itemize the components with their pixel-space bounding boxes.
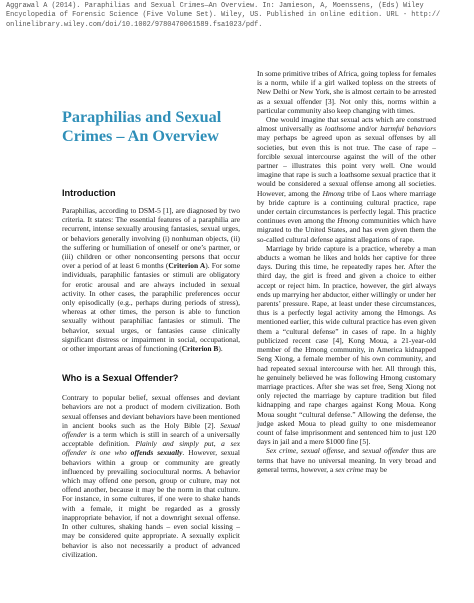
citation-header (6, 2, 468, 30)
sexual-offender-heading: Who is a Sexual Offender? (62, 373, 179, 384)
article-title-line-2: Crimes – An Overview (62, 126, 219, 145)
right-column (257, 69, 436, 474)
sex-crime-definition-paragraph: Sex crime, sexual offense, and sexual offender thus are terms that have no universal meaning. In very broad and general terms, however, a sex crime may be (257, 446, 436, 474)
rape-cultural-paragraph: One would imagine that sexual acts which are construed almost universally as loathsome and/or harmful behaviors may perhaps be agreed upon as sexual offenses by all societies, but even this is not true. The case of rape – forcible sexual intercourse against the will of the other partner – illustrates this point very well. One would imagine that rape is such a loathsome sexual practice that it would be considered a sexual offense among all societies. However, among the Hmong tribe of Laos where marriage by bride capture is a continuing cultural practice, rape under certain circumstances is perfectly legal. This practice continues even among the Hmong communities which have migrated to the United States, and has even given them the so-called cultural defense against allegations of rape. (257, 115, 437, 244)
primitive-tribes-paragraph: In some primitive tribes of Africa, going topless for females is a norm, while if a girl walked topless on the streets of New Delhi or New York, she is almost certain to be arrested as a sexual offender [3]. Not only this, norms within a particular community also keep changing with times. (257, 69, 436, 115)
citation-line-2: Encyclopedia of Forensic Science (Five Volume Set). Wiley, US. Published in online edition. URL - http:// (6, 11, 441, 20)
citation-line-3: onlinelibrary.wiley.com/doi/10.1002/9780470061589.fsa1023/pdf. (6, 20, 263, 29)
article-title (62, 108, 240, 145)
criterion-b-label: Criterion B (181, 344, 219, 354)
introduction-paragraph: Paraphilias, according to DSM-5 [1], are diagnosed by two criteria. It states: The essential features of a paraphilia are recurrent, intense sexually arousing fantasies, sexual urges, or behaviors generally involving (i) nonhuman objects, (ii) the suffering or humiliation of oneself or one’s partner, or (iii) children or other nonconsenting persons that occur over a period of at least 6 months (Criterion A). For some individuals, paraphilic fantasies or stimuli are obligatory for erotic arousal and are always included in sexual activity. In other cases, the paraphilic preferences occur only episodically (e.g., perhaps during periods of stress), whereas at other times, the person is able to function sexually without paraphiliac fantasies or stimuli. The behavior, sexual urges, or fantasies cause clinically significant distress or impairment in social, occupational, or other important areas of functioning (Criterion B). (62, 206, 241, 354)
bride-capture-paragraph: Marriage by bride capture is a practice, whereby a man abducts a woman he likes and holds her captive for three days. During this time, he repeatedly rapes her. After the third day, the girl is freed and given a choice to either accept or reject him. In practice, however, the girl always ends up marrying her abductor, either willingly or under her parents’ pressure. Rape, at least under these circumstances, thus is a perfectly legal activity among the Hmongs. As mentioned earlier, this wide cultural practice has even given them a “cultural defense” in cases of rape. In a highly publicized recent case [4], Kong Moua, a 21-year-old member of the Hmong community, in America kidnapped Seng Xiong, a female member of his own community, and had repeated sexual intercourse with her. All through this, he genuinely believed he was following Hmong customary marriage practices. After she was set free, Seng Xiong not only rejected the marriage by capture tradition but filed kidnapping and rape charges against Kong Moua. Kong Moua sought “cultural defense.” Allowing the defense, the judge asked Moua to plead guilty to one misdemeanor count of false imprisonment and sentenced him to just 120 days in jail and a mere $1000 fine [5]. (257, 243, 436, 447)
sexual-offender-paragraph: Contrary to popular belief, sexual offenses and deviant behaviors are not a product of modern civilization. Both sexual offenses and deviant behaviors have been mentioned in ancient books such as the Holy Bible [2]. Sexual offender is a term which is still in search of a universally acceptable definition. Plainly and simply put, a sex offender is one who offends sexually. However, sexual behaviors within a group or community are greatly influenced by prevailing sociocultural norms. A behavior which may offend one person, group or culture, may not offend another, because it may be the norm in that culture. For instance, in some cultures, if one were to shake hands with a female, it might be regarded as a grossly inappropriate behavior, if not a downright sexual offense. In other cultures, shaking hands – even social kissing – may be considered quite appropriate. A sexually explicit behavior is also not necessarily a product of advanced civilization. (62, 393, 240, 559)
criterion-a-label: Criterion A (168, 261, 206, 271)
introduction-heading: Introduction (62, 188, 116, 198)
left-column (62, 69, 240, 559)
citation-line-1: Aggrawal A (2014). Paraphilias and Sexual Crimes—An Overview. In: Jamieson, A, Moenssens, (Eds) Wiley (6, 2, 424, 10)
article-title-line-1: Paraphilias and Sexual (62, 108, 222, 126)
